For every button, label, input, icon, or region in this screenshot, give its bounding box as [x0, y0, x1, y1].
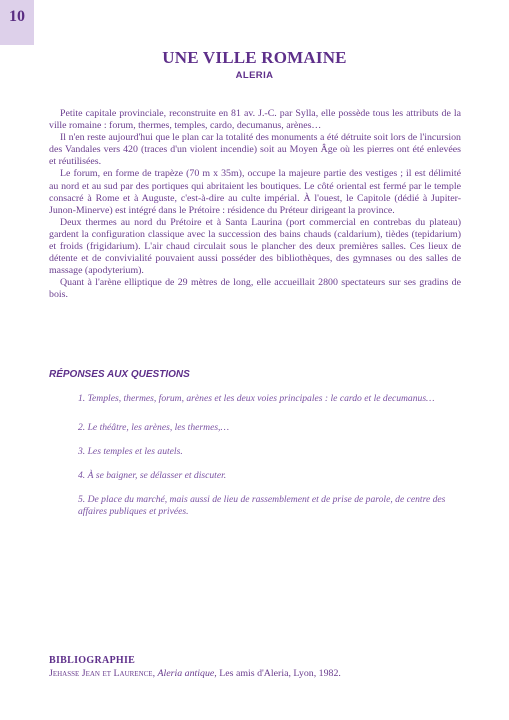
answer-item: 2. Le théâtre, les arènes, les thermes,…: [78, 422, 229, 433]
paragraph: Il n'en reste aujourd'hui que le plan car la totalité des monuments a été détruite soit lors de l'incursion des Vandales vers 420 (traces d'un violent incendie) soit au Moyen Âge où les pierres ont été enlevées et réutilisées.: [49, 132, 461, 168]
bibliography-author: Jehasse Jean et Laurence: [49, 668, 153, 679]
bibliography-heading: BIBLIOGRAPHIE: [49, 655, 136, 666]
answer-item: 1. Temples, thermes, forum, arènes et les deux voies principales : le cardo et le decumanus…: [78, 393, 435, 404]
bibliography-title: Aleria antique: [157, 668, 215, 679]
paragraph: Petite capitale provinciale, reconstruite en 81 av. J.-C. par Sylla, elle possède tous les attributs de la ville romaine : forum, thermes, temples, cardo, decumanus, arènes…: [49, 108, 461, 132]
answers-list: [78, 393, 464, 530]
bibliography-entry: Jehasse Jean et Laurence, Aleria antique, Les amis d'Aleria, Lyon, 1982.: [49, 668, 341, 679]
bibliography-details: , Les amis d'Aleria, Lyon, 1982.: [214, 668, 341, 679]
article-body: [49, 108, 461, 302]
answer-item: 4. À se baigner, se délasser et discuter.: [78, 470, 227, 481]
answer-item: 5. De place du marché, mais aussi de lieu de rassemblement et de prise de parole, de centre des affaires publiques et privées.: [78, 494, 446, 517]
page-number: 10: [9, 8, 25, 25]
paragraph: Le forum, en forme de trapèze (70 m x 35m), occupe la majeure partie des vestiges ; il est délimité au nord et au sud par des portiques qui abritaient les boutiques. Le côté oriental est fermé par le temple consacré à Rome et à Auguste, c'est-à-dire au culte impérial. À l'ouest, le Capitole (dédié à Jupiter-Junon-Minerve) est intégré dans le Prétoire : résidence du Préteur dirigeant la province.: [49, 168, 461, 216]
paragraph: Deux thermes au nord du Prétoire et à Santa Laurina (port commercial en contrebas du plateau) gardent la configuration classique avec la succession des bains chauds (caldarium), tièdes (tepidarium) et froids (frigidarium). L'air chaud circulait sous le plancher des deux premières salles. Ces lieux de détente et de convivialité pouvaient aussi posséder des bibliothèques, des gymnases ou des salles de massage (apodyterium).: [49, 216, 461, 277]
answer-item: 3. Les temples et les autels.: [78, 446, 183, 457]
answers-heading: RÉPONSES AUX QUESTIONS: [49, 369, 190, 380]
paragraph: Quant à l'arène elliptique de 29 mètres de long, elle accueillait 2800 spectateurs sur ses gradins de bois.: [49, 277, 461, 301]
page-title: UNE VILLE ROMAINE: [162, 48, 347, 67]
page-subtitle: ALERIA: [235, 70, 274, 81]
page-number-tab: [0, 0, 34, 45]
